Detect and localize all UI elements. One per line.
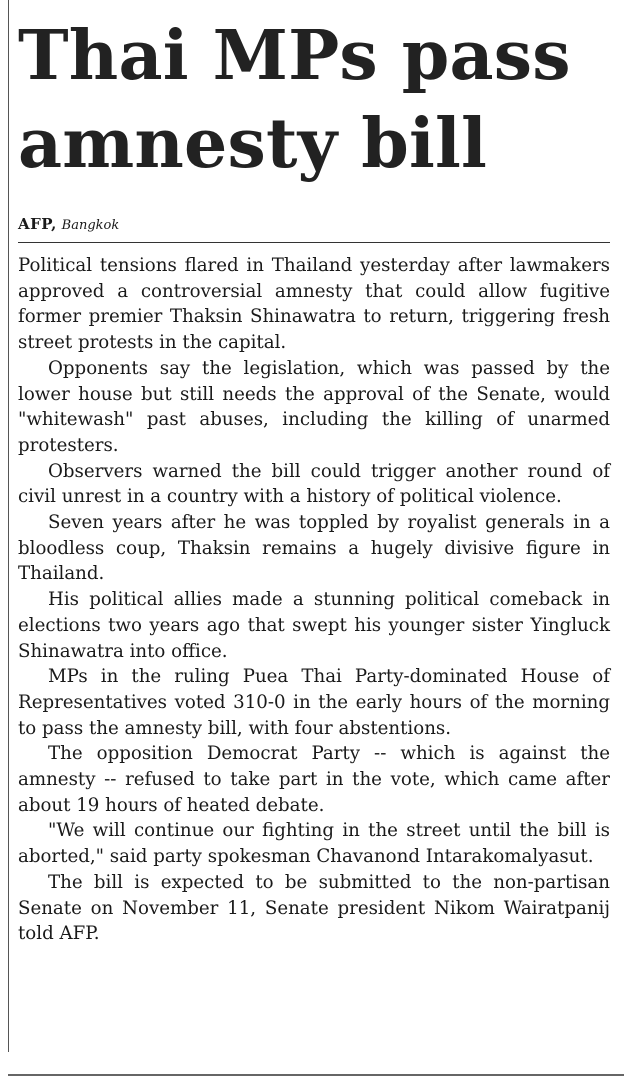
paragraph: Political tensions flared in Thailand yesterday after lawmakers approved a controversial amnesty that could allow fugitive former premier Thaksin Shinawatra to return, triggering fresh street protests in the capital. bbox=[18, 255, 610, 354]
paragraph: Observers warned the bill could trigger another round of civil unrest in a country with a history of political violence. bbox=[18, 460, 610, 508]
paragraph: The opposition Democrat Party -- which is against the amnesty -- refused to take part in the vote, which came after about 19 hours of heated debate. bbox=[18, 743, 610, 816]
news-article bbox=[18, 0, 610, 947]
paragraph: Opponents say the legislation, which was passed by the lower house but still needs the approval of the Senate, would "whitewash" past abuses, including the killing of unarmed protesters. bbox=[18, 357, 610, 456]
paragraph: Seven years after he was toppled by royalist generals in a bloodless coup, Thaksin remains a hugely divisive figure in Thailand. bbox=[18, 512, 610, 585]
headline: Thai MPs pass amnesty bill bbox=[18, 16, 571, 184]
byline bbox=[18, 214, 610, 243]
byline-agency: AFP, bbox=[18, 215, 57, 233]
paragraph: His political allies made a stunning political comeback in elections two years ago that swept his younger sister Yingluck Shinawatra into office. bbox=[18, 589, 610, 662]
paragraph: "We will continue our fighting in the street until the bill is aborted," said party spokesman Chavanond Intarakomalyasut. bbox=[18, 820, 610, 868]
byline-location: Bangkok bbox=[61, 218, 120, 233]
left-column-rule bbox=[8, 0, 9, 1052]
article-body bbox=[18, 253, 610, 947]
bottom-rule bbox=[8, 1074, 624, 1076]
paragraph: The bill is expected to be submitted to the non-partisan Senate on November 11, Senate president Nikom Wairatpanij told AFP. bbox=[18, 871, 610, 945]
paragraph: MPs in the ruling Puea Thai Party-dominated House of Representatives voted 310-0 in the early hours of the morning to pass the amnesty bill, with four abstentions. bbox=[18, 666, 610, 739]
